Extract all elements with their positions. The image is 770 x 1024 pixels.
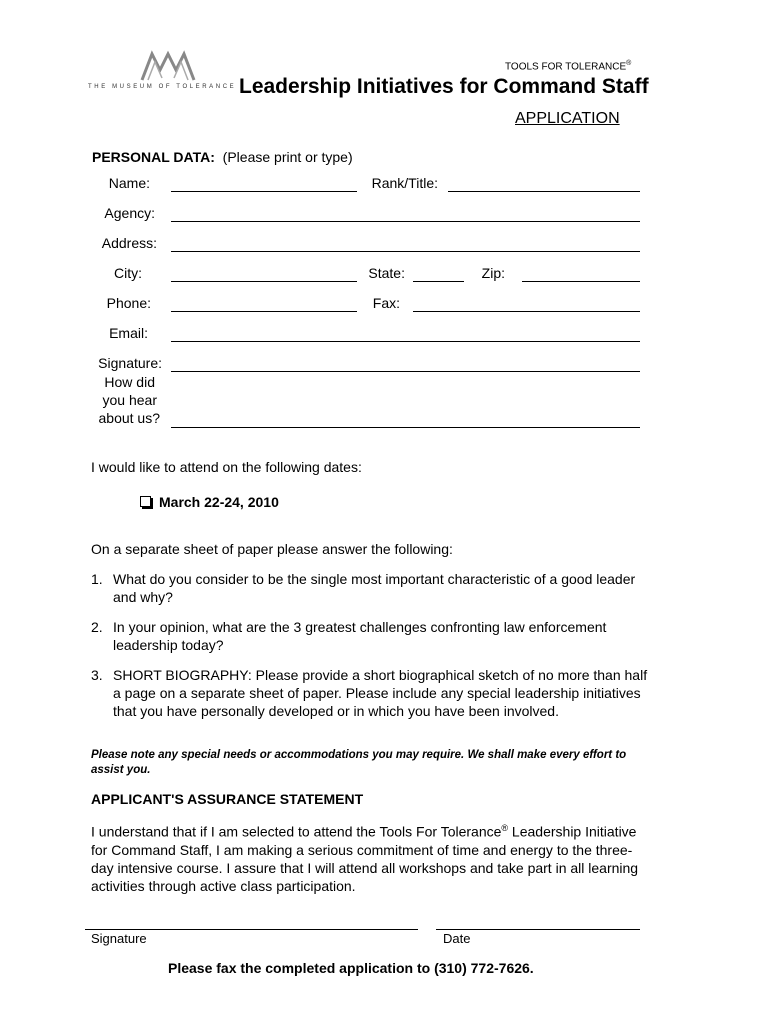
state-field[interactable] (413, 281, 464, 282)
questions-intro: On a separate sheet of paper please answer the following: (91, 541, 453, 557)
registered-mark: ® (501, 823, 509, 833)
dates-intro: I would like to attend on the following dates: (91, 459, 362, 475)
personal-data-heading: PERSONAL DATA: (Please print or type) (92, 149, 353, 165)
email-field[interactable] (171, 341, 640, 342)
rank-title-label: Rank/Title: (371, 175, 438, 191)
fax-label: Fax: (372, 295, 400, 311)
assurance-heading: APPLICANT'S ASSURANCE STATEMENT (91, 791, 364, 807)
phone-field[interactable] (171, 311, 357, 312)
name-field[interactable] (171, 191, 357, 192)
state-label: State: (368, 265, 405, 281)
checkbox[interactable] (140, 496, 151, 507)
rank-title-field[interactable] (448, 191, 640, 192)
question-1: 1. What do you consider to be the single most important characteristic of a good leader and why? (91, 571, 636, 605)
page-title: Leadership Initiatives for Command Staff (239, 75, 649, 98)
fax-field[interactable] (413, 311, 640, 312)
city-label: City: (114, 265, 142, 281)
hear-about-label-1: How did (104, 374, 155, 390)
fax-instructions: Please fax the completed application to (310) 772-7626. (168, 960, 534, 976)
application-subtitle: APPLICATION (515, 110, 620, 127)
museum-logo-icon (138, 50, 198, 82)
date-option-label: March 22-24, 2010 (159, 493, 279, 510)
zip-label: Zip: (481, 265, 505, 281)
name-label: Name: (108, 175, 150, 191)
hear-about-field[interactable] (171, 427, 640, 428)
date-label: Date (443, 931, 471, 946)
logo-caption: THE MUSEUM OF TOLERANCE (88, 84, 237, 90)
registered-mark: ® (626, 60, 632, 67)
date-option[interactable] (140, 493, 279, 511)
date-field[interactable] (436, 929, 640, 930)
agency-label: Agency: (104, 205, 155, 221)
hear-about-label-2: you hear (102, 392, 157, 408)
logo (88, 50, 237, 95)
address-label: Address: (101, 235, 157, 251)
zip-field[interactable] (522, 281, 640, 282)
question-3: 3. SHORT BIOGRAPHY: Please provide a short biographical sketch of no more than half a page on a separate sheet of paper. Please include any special leadership initiatives that you have personally developed or in which you have been involved. (91, 667, 648, 719)
signature-label: Signature: (98, 355, 162, 371)
applicant-signature-field[interactable] (85, 929, 418, 930)
address-field[interactable] (171, 251, 640, 252)
agency-field[interactable] (171, 221, 640, 222)
special-needs-note: Please note any special needs or accommodations you may require. We shall make every effort to assist you. (91, 749, 627, 776)
email-label: Email: (109, 325, 148, 341)
assurance-statement: I understand that if I am selected to attend the Tools For Tolerance® Leadership Initiative for Command Staff, I am making a serious commitment of time and energy to the three-day intensive course. I assure that I will attend all workshops and take part in all learning activities through active class participation. (91, 823, 639, 894)
signature-field[interactable] (171, 371, 640, 372)
city-field[interactable] (171, 281, 357, 282)
applicant-signature-label: Signature (91, 931, 147, 946)
question-2: 2. In your opinion, what are the 3 greatest challenges confronting law enforcement leadership today? (91, 619, 607, 653)
tagline: TOOLS FOR TOLERANCE® (505, 60, 632, 73)
hear-about-label-3: about us? (98, 410, 160, 426)
phone-label: Phone: (106, 295, 151, 311)
